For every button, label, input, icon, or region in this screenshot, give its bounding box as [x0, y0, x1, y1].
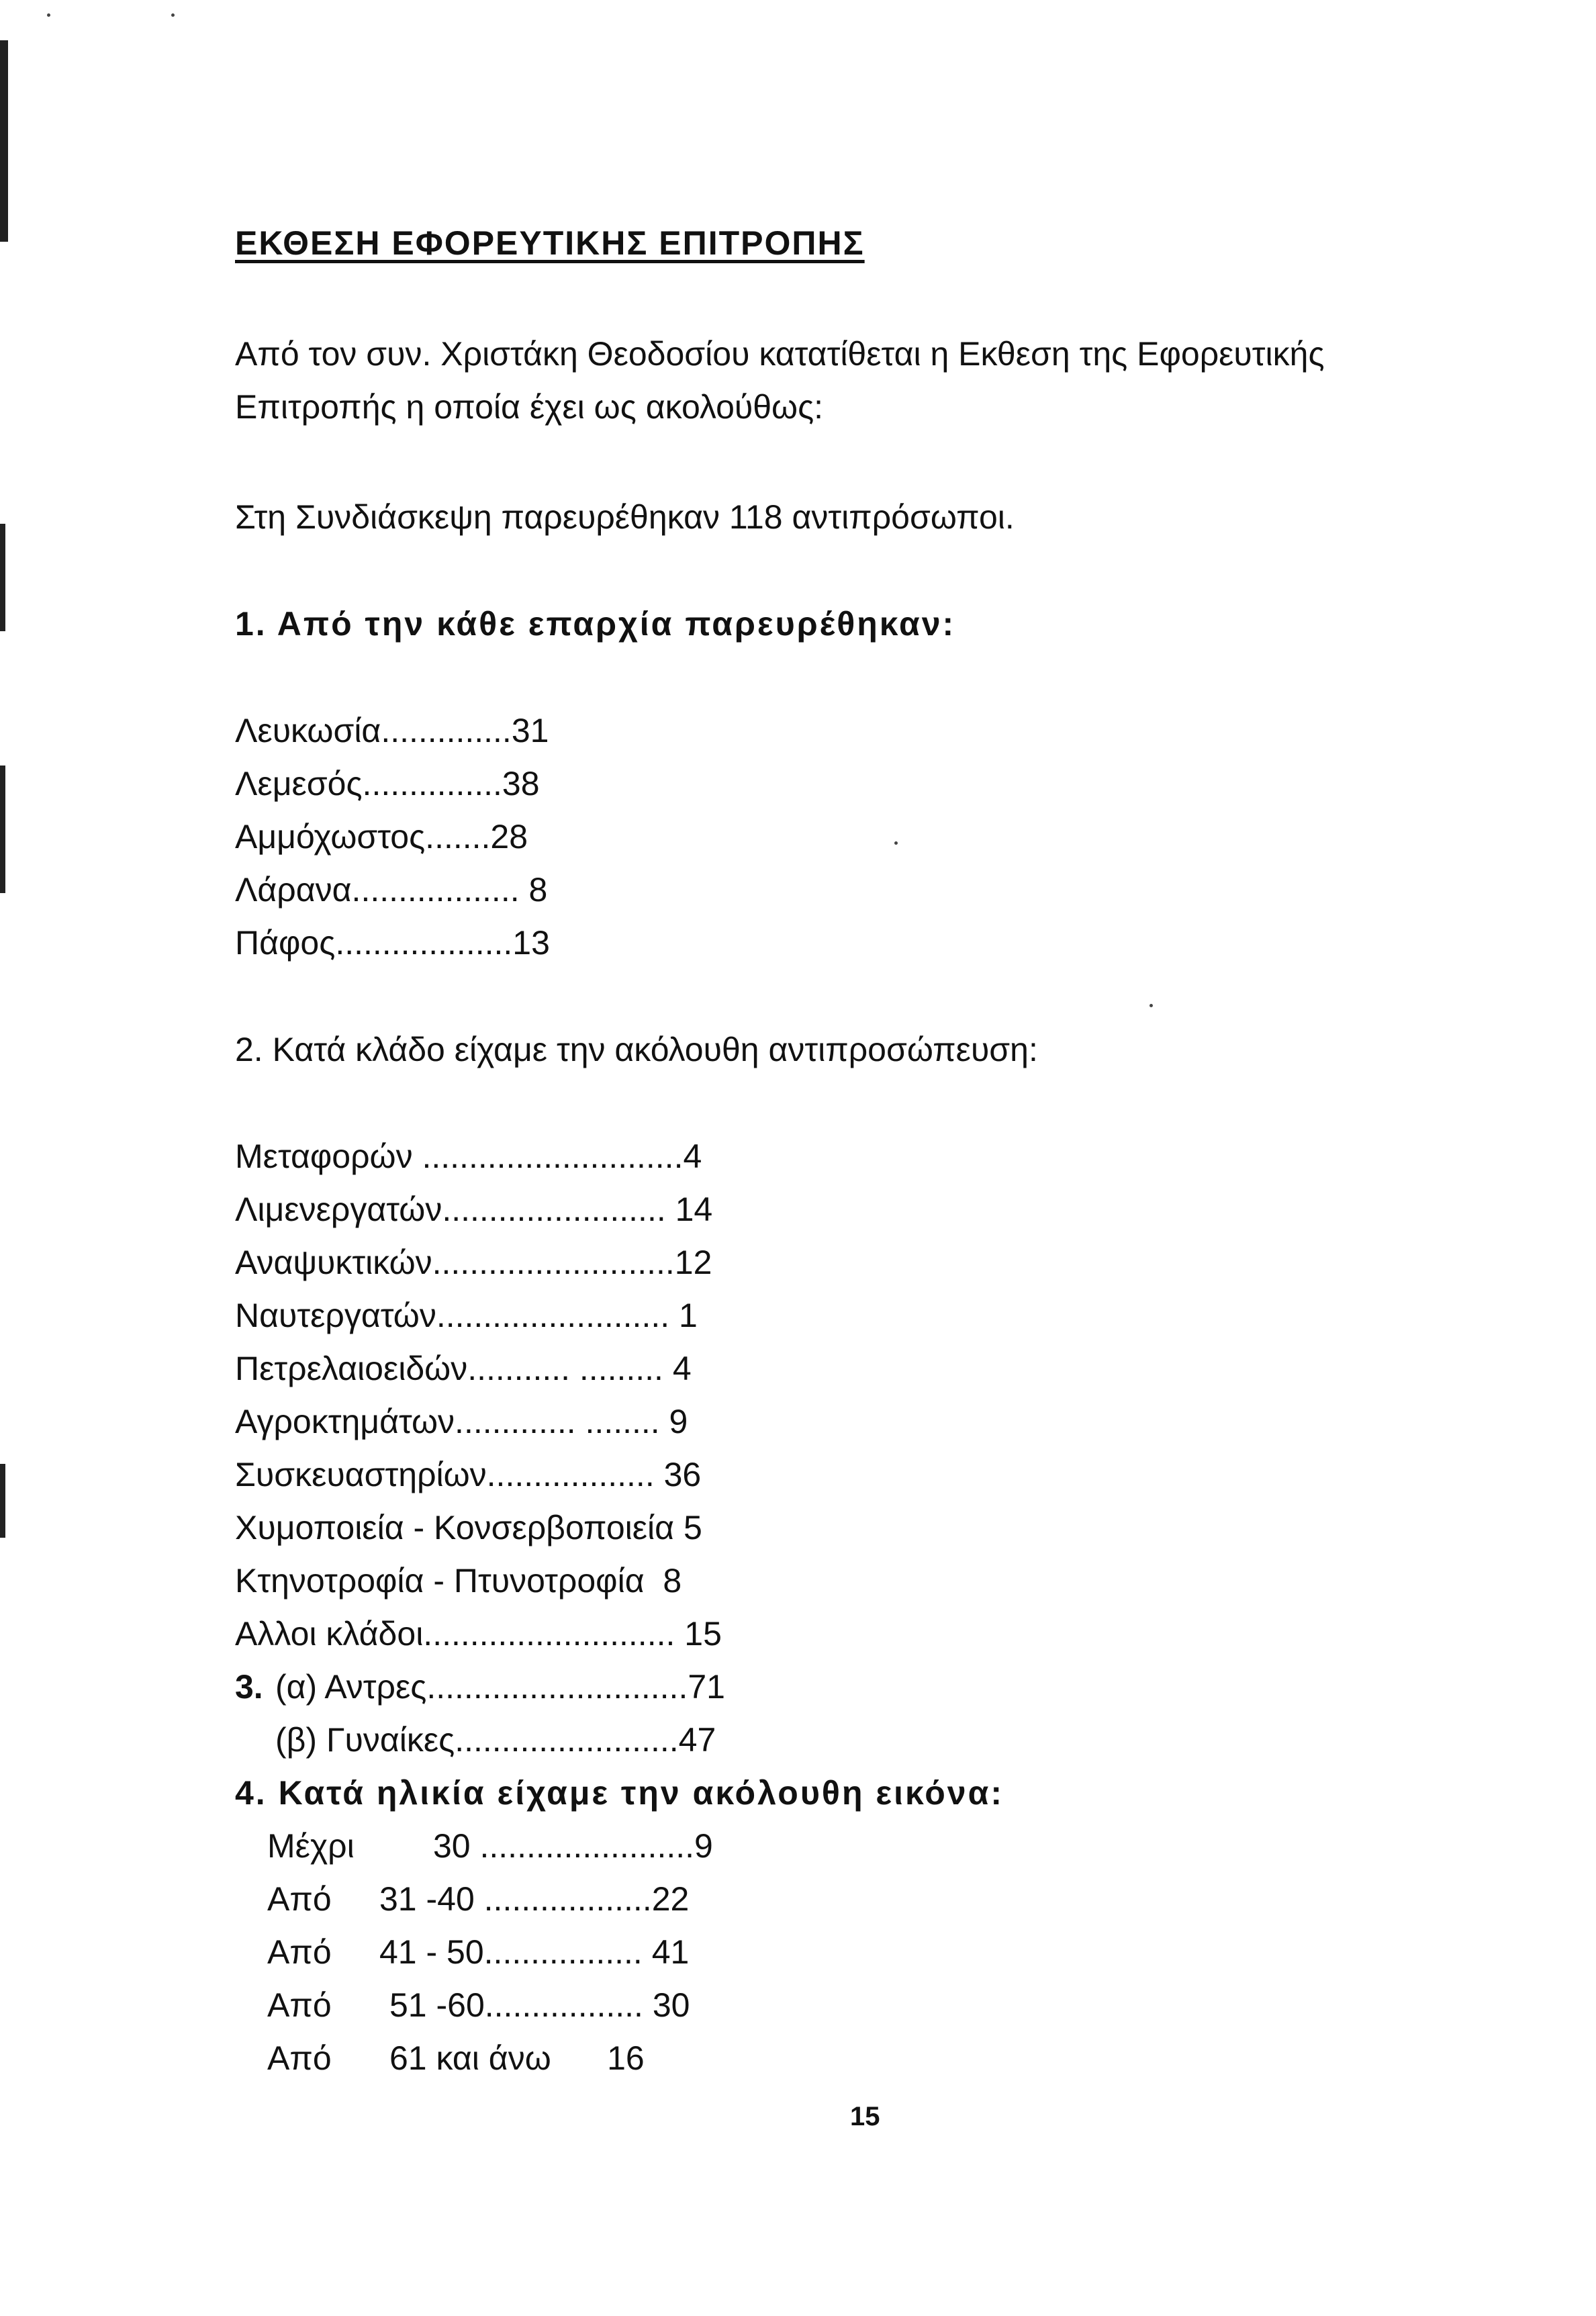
scan-speck — [1149, 1004, 1153, 1007]
list-item: Χυμοποιεία - Κονσερβοποιεία 5 — [235, 1509, 702, 1546]
section4-heading: 4. Κατά ηλικία είχαμε την ακόλουθη εικόνα: — [235, 1774, 1004, 1812]
section3-men: (α) Αντρες............................71 — [275, 1668, 725, 1706]
list-item: Συσκευαστηρίων.................. 36 — [235, 1456, 702, 1493]
list-item: Λάρανα.................. 8 — [235, 871, 548, 909]
scan-edge-lower — [0, 766, 5, 893]
scan-edge-middle — [0, 524, 5, 631]
age-row-prefix: Από — [267, 1933, 332, 1971]
section2-heading: 2. Κατά κλάδο είχαμε την ακόλουθη αντιπροσώπευση: — [235, 1031, 1038, 1068]
age-row-range: 61 και άνω 16 — [389, 2039, 645, 2077]
scan-speck — [171, 13, 175, 17]
document-title: ΕΚΘΕΣΗ ΕΦΟΡΕΥΤΙΚΗΣ ΕΠΙΤΡΟΠΗΣ — [235, 224, 865, 262]
section3-number: 3. — [235, 1668, 263, 1706]
age-row-prefix: Από — [267, 1986, 332, 2024]
age-row-range: 51 -60................. 30 — [389, 1986, 690, 2024]
scan-edge-top — [0, 40, 8, 242]
page-number: 15 — [850, 2102, 880, 2131]
intro-line-2: Επιτροπής η οποία έχει ως ακολούθως: — [235, 388, 824, 426]
list-item: Πετρελαιοειδών........... ......... 4 — [235, 1350, 692, 1387]
age-row-range: 41 - 50................. 41 — [379, 1933, 690, 1971]
section1-heading: 1. Από την κάθε επαρχία παρευρέθηκαν: — [235, 605, 956, 643]
attendance-statement: Στη Συνδιάσκεψη παρευρέθηκαν 118 αντιπρόσωποι. — [235, 498, 1015, 536]
age-row-range: 31 -40 ..................22 — [379, 1880, 690, 1918]
age-row-range: 30 .......................9 — [433, 1827, 713, 1865]
list-item: Λεμεσός...............38 — [235, 765, 540, 802]
list-item: Κτηνοτροφία - Πτυνοτροφία 8 — [235, 1562, 682, 1600]
section3-women: (β) Γυναίκες........................47 — [275, 1721, 716, 1759]
list-item: Ναυτεργατών......................... 1 — [235, 1297, 698, 1334]
list-item: Λευκωσία..............31 — [235, 712, 549, 749]
age-row-prefix: Μέχρι — [267, 1827, 355, 1865]
list-item: Μεταφορών ............................4 — [235, 1138, 702, 1175]
scan-speck — [894, 841, 898, 845]
list-item: Αλλοι κλάδοι........................... 15 — [235, 1615, 722, 1653]
age-row-prefix: Από — [267, 2039, 332, 2077]
list-item: Αμμόχωστος.......28 — [235, 818, 528, 855]
scan-edge-bottom — [0, 1464, 5, 1538]
list-item: Πάφος...................13 — [235, 924, 550, 962]
age-row-prefix: Από — [267, 1880, 332, 1918]
scan-speck — [47, 13, 50, 17]
list-item: Αγροκτημάτων............. ........ 9 — [235, 1403, 688, 1440]
intro-line-1: Από τον συν. Χριστάκη Θεοδοσίου κατατίθεται η Εκθεση της Εφορευτικής — [235, 335, 1325, 373]
list-item: Αναψυκτικών..........................12 — [235, 1244, 712, 1281]
list-item: Λιμενεργατών........................ 14 — [235, 1191, 713, 1228]
